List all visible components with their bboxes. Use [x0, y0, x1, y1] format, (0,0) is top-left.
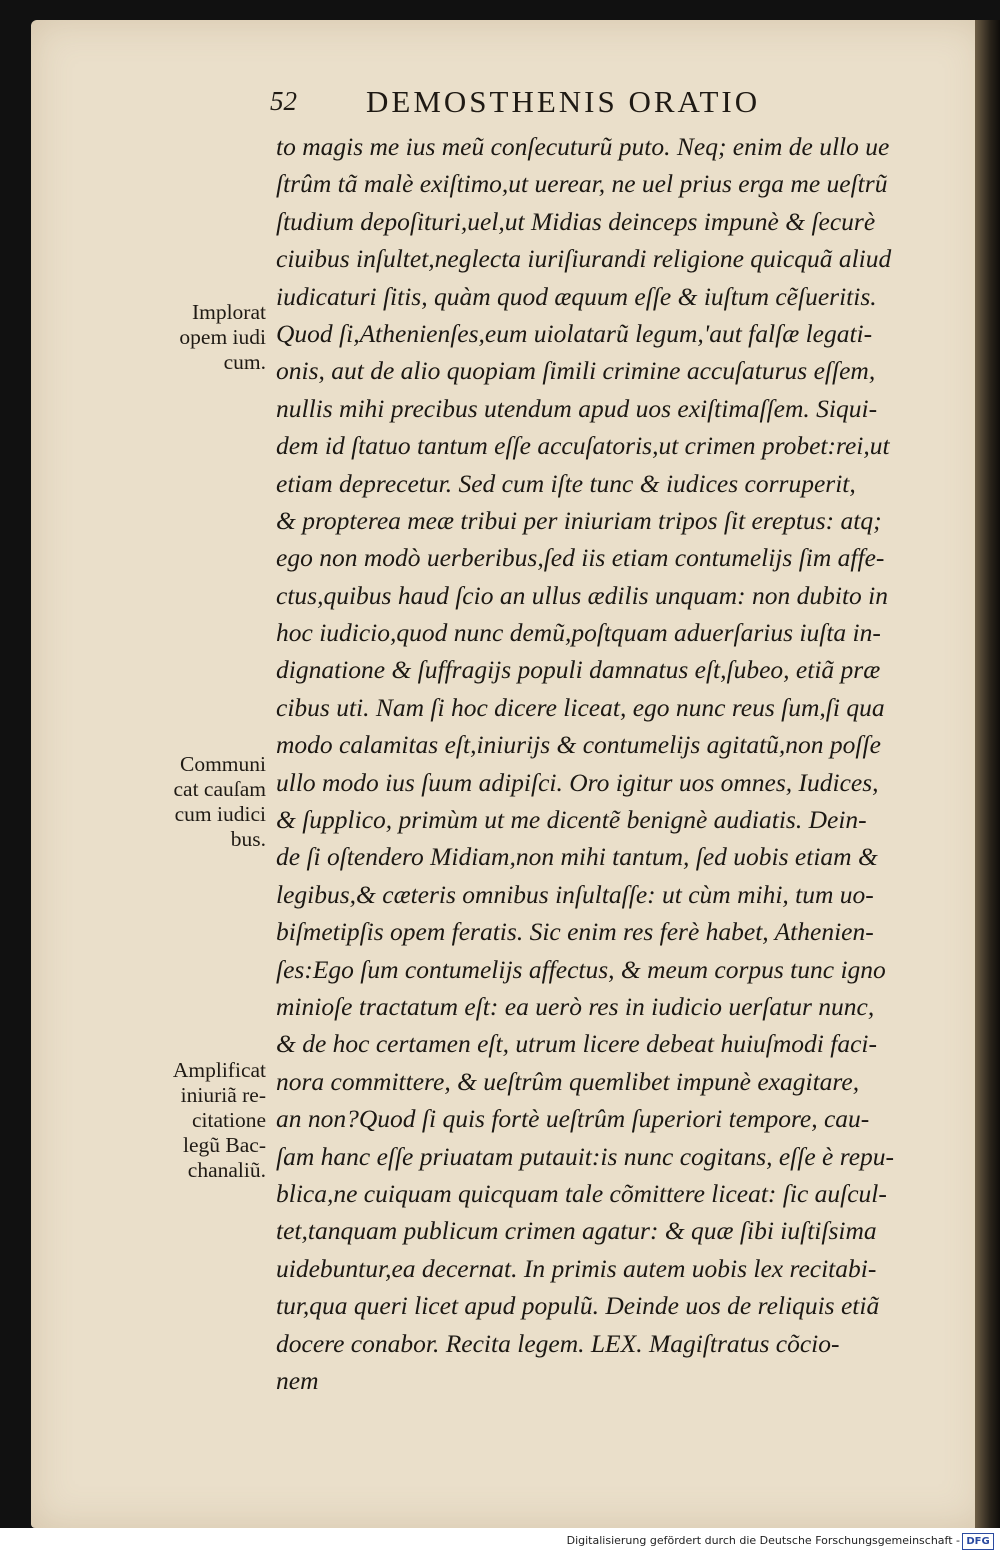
text-line: an non?Quod ſi quis fortè ueſtrûm ſuperiori tempore, cau-: [276, 1104, 870, 1134]
text-line: blica,ne cuiquam quicquam tale cõmittere liceat: ſic auſcul-: [276, 1178, 887, 1208]
text-line: ſes:Ego ſum contumelijs affectus, & meum corpus tunc igno: [276, 954, 886, 984]
text-line: Quod ſi,Athenienſes,eum uiolatarũ legum,'aut falſæ legati-: [276, 318, 873, 348]
text-line: iudicaturi ſitis, quàm quod æquum eſſe & iuſtum cẽſueritis.: [276, 281, 877, 311]
margin-note-line: legũ Bac-: [183, 1133, 266, 1157]
margin-note-line: citatione: [191, 1108, 266, 1132]
text-line: tur,qua queri licet apud populũ. Deinde uos de reliquis etiã: [276, 1291, 880, 1321]
text-line: minioſe tractatum eſt: ea uerò res in iudicio uerſatur nunc,: [276, 991, 875, 1021]
text-line: de ſi oſtendero Midiam,non mihi tantum, ſed uobis etiam &: [276, 842, 878, 872]
main-text-block: [276, 128, 936, 1399]
text-line: modo calamitas eſt,iniurijs & contumelijs agitatũ,non poſſe: [276, 730, 881, 760]
text-line: onis, aut de alio quopiam ſimili crimine accuſaturus eſſem,: [276, 356, 876, 386]
text-line: legibus,& cæteris omnibus inſultaſſe: ut cùm mihi, tum uo-: [276, 879, 874, 909]
margin-note-line: Amplificat: [172, 1058, 266, 1082]
margin-note-line: chanaliũ.: [187, 1158, 266, 1182]
text-line: ſtrûm tã malè exiſtimo,ut uerear, ne uel prius erga me ueſtrũ: [276, 169, 888, 199]
text-line: hoc iudicio,quod nunc demũ,poſtquam aduerſarius iuſta in-: [276, 618, 881, 648]
running-title: DEMOSTHENIS ORATIO: [366, 84, 761, 119]
text-line: & ſupplico, primùm ut me dicentẽ benignè audiatis. Dein-: [276, 805, 867, 835]
text-line: & propterea meæ tribui per iniuriam tripos ſit ereptus: atq;: [276, 505, 882, 535]
text-line: ſtudium depoſituri,uel,ut Midias deinceps impunè & ſecurè: [276, 206, 876, 236]
running-head: [270, 84, 880, 124]
text-line: ctus,quibus haud ſcio an ullus ædilis unquam: non dubito in: [276, 580, 889, 610]
text-line: & de hoc certamen eſt, utrum licere debeat huiuſmodi faci-: [276, 1029, 877, 1059]
text-line: ciuibus inſultet,neglecta iuriſiurandi religione quicquã aliud: [276, 244, 892, 274]
margin-note-line: opem iudi: [179, 325, 266, 349]
text-line: ſam hanc eſſe priuatam putauit:is nunc cogitans, eſſe è repu-: [276, 1141, 895, 1171]
margin-note-communicat: [126, 752, 266, 852]
margin-note-line: iniuriã re-: [180, 1083, 266, 1107]
text-line: biſmetipſis opem feratis. Sic enim res ferè habet, Athenien-: [276, 917, 874, 947]
margin-note-line: bus.: [230, 827, 266, 851]
book-edge: [975, 20, 1000, 1528]
text-line: ullo modo ius ſuum adipiſci. Oro igitur uos omnes, Iudices,: [276, 767, 879, 797]
footer-bar: [0, 1528, 1000, 1554]
text-line: ego non modò uerberibus,ſed iis etiam contumelijs ſim affe-: [276, 543, 885, 573]
margin-note-line: Implorat: [191, 300, 266, 324]
margin-note-implorat: [126, 300, 266, 375]
text-line: nora committere, & ueſtrûm quemlibet impunè exagitare,: [276, 1066, 860, 1096]
text-line: to magis me ius meũ conſecuturũ puto. Neq; enim de ullo ue: [276, 132, 890, 161]
text-line: uidebuntur,ea decernat. In primis autem uobis lex recitabi-: [276, 1253, 877, 1283]
margin-note-amplificat: [126, 1058, 266, 1183]
funding-credit: Digitalisierung gefördert durch die Deutsche Forschungsgemeinschaft -: [566, 1534, 960, 1547]
margin-note-line: cat cauſam: [173, 777, 266, 801]
margin-note-line: Communi: [179, 752, 266, 776]
text-line: dignatione & ſuffragijs populi damnatus eſt,ſubeo, etiã præ: [276, 655, 881, 685]
margin-note-line: cum.: [223, 350, 266, 374]
text-line: nem: [276, 1365, 319, 1395]
text-line: cibus uti. Nam ſi hoc dicere liceat, ego nunc reus ſum,ſi qua: [276, 692, 885, 722]
dfg-logo: DFG: [962, 1533, 994, 1550]
margin-note-line: cum iudici: [174, 802, 266, 826]
text-line: nullis mihi precibus utendum apud uos exiſtimaſſem. Siqui-: [276, 393, 878, 423]
text-line: etiam deprecetur. Sed cum iſte tunc & iudices corruperit,: [276, 468, 856, 498]
text-line: docere conabor. Recita legem. LEX. Magiſtratus cõcio-: [276, 1328, 840, 1358]
text-line: tet,tanquam publicum crimen agatur: & quæ ſibi iuſtiſsima: [276, 1216, 877, 1246]
text-line: dem id ſtatuo tantum eſſe accuſatoris,ut crimen probet:rei,ut: [276, 431, 890, 461]
folio-number: 52: [270, 86, 297, 116]
